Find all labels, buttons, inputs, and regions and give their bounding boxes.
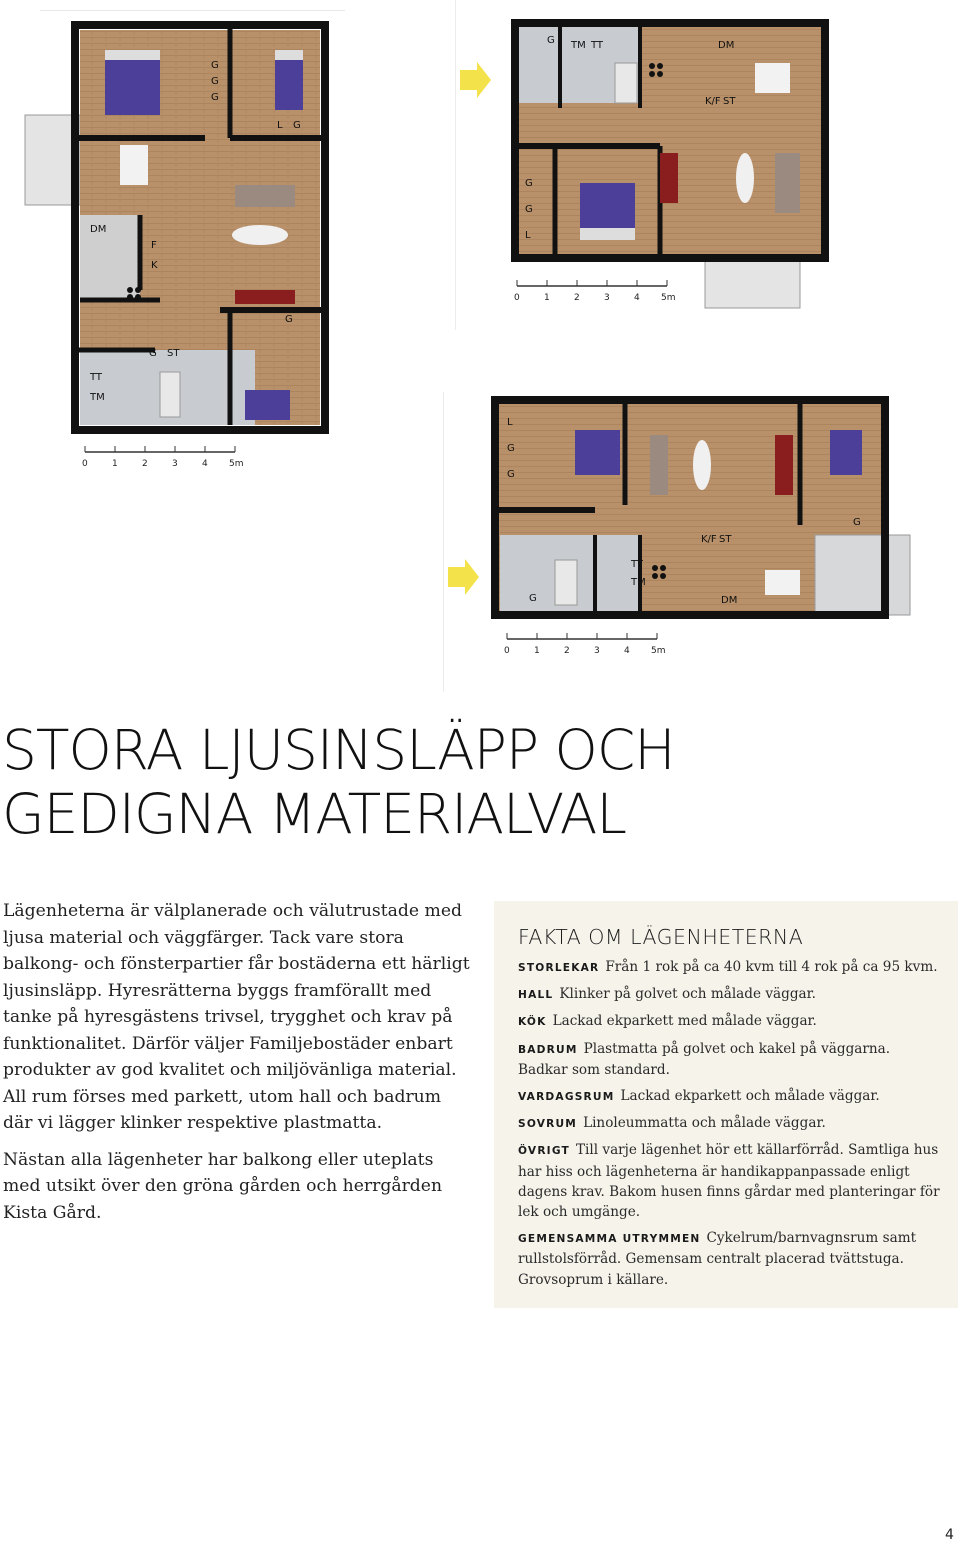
fact-label: HALL <box>518 989 554 1002</box>
scale-label: 5m <box>661 293 676 303</box>
scale-label: 2 <box>142 459 148 469</box>
plan-label: G <box>853 517 861 528</box>
plan-label: ST <box>723 96 736 107</box>
fact-text: Från 1 rok på ca 40 kvm till 4 rok på ca 95 kvm. <box>605 959 938 975</box>
fact-label: ÖVRIGT <box>518 1145 570 1158</box>
fact-text: Lackad ekparkett och målade väggar. <box>620 1088 880 1105</box>
plan-label: L <box>525 230 531 241</box>
fact-text: Klinker på golvet och målade väggar. <box>559 986 816 1003</box>
fact-item <box>518 1113 944 1134</box>
body-text <box>3 898 471 1236</box>
plan-label: TM <box>631 577 646 588</box>
plan-label: G <box>211 60 219 71</box>
plan-label: ST <box>719 534 732 545</box>
plan-label: G <box>507 469 515 480</box>
fact-label: SOVRUM <box>518 1118 578 1131</box>
plan-label: G <box>293 120 301 131</box>
page-number: 4 <box>945 1527 954 1543</box>
scale-label: 3 <box>604 293 610 303</box>
plan-label: G <box>507 443 515 454</box>
fact-item <box>518 1011 944 1032</box>
floorplan-3 <box>445 395 925 665</box>
plan-label: DM <box>718 40 735 51</box>
plan-label: G <box>285 314 293 325</box>
plan-label: G <box>529 593 537 604</box>
fact-text: Linoleummatta och målade väggar. <box>583 1115 826 1132</box>
plan-label: L <box>507 417 513 428</box>
scale-label: 1 <box>534 646 540 656</box>
plan-label: G <box>525 178 533 189</box>
fact-item <box>518 1039 944 1080</box>
scale-label: 3 <box>172 459 178 469</box>
plan-label: G <box>547 35 555 46</box>
fact-item <box>518 984 944 1005</box>
plan-label: TT <box>631 559 644 570</box>
fact-item <box>518 1140 944 1222</box>
scale-label: 1 <box>112 459 118 469</box>
scale-label: 0 <box>82 459 88 469</box>
facts-box <box>494 901 958 1308</box>
scale-label: 2 <box>564 646 570 656</box>
floorplan-1 <box>15 20 335 480</box>
top-rule <box>40 10 345 11</box>
plan-label: G <box>211 76 219 87</box>
fact-text: Till varje lägenhet hör ett källarförråd. Samtliga hus har hiss och lägenheterna är handikappanpassade enligt dagens krav. Bakom husen finns gårdar med planteringar för lek och umgänge. <box>518 1142 940 1221</box>
fact-label: BADRUM <box>518 1043 578 1056</box>
plan-label: F <box>151 240 157 251</box>
divider-line <box>443 392 444 692</box>
fact-text: Plastmatta på golvet och kakel på väggarna. Badkar som standard. <box>518 1040 891 1078</box>
plan-label: DM <box>90 224 107 235</box>
plan-label: G <box>211 92 219 103</box>
scale-label: 5m <box>651 646 666 656</box>
fact-label: KÖK <box>518 1016 547 1029</box>
scale-label: 3 <box>594 646 600 656</box>
body-paragraph: Lägenheterna är välplanerade och välutrustade med ljusa material och väggfärger. Tack vare stora balkong- och fönsterpartier får bostäderna ett härligt ljusinsläpp. Hyresrätterna byggs framförallt med tanke på hyresgästens trivsel, trygghet och krav på funktionalitet. Därför väljer Familjebostäder enbart produkter av god kvalitet och miljövänliga material. All rum förses med parkett, utom hall och badrum där vi lägger klinker respektive plastmatta. <box>3 901 470 1133</box>
entrance-arrow-icon <box>448 559 479 595</box>
fact-label: GEMENSAMMA UTRYMMEN <box>518 1233 701 1246</box>
plan-label: TM <box>90 392 105 403</box>
page-headline <box>2 718 702 846</box>
scale-label: 2 <box>574 293 580 303</box>
scale-label: 1 <box>544 293 550 303</box>
facts-title: FAKTA OM LÄGENHETERNA <box>518 925 804 949</box>
plan-label: G <box>149 348 157 359</box>
plan-label: ST <box>167 348 180 359</box>
fact-item <box>518 957 944 978</box>
fact-label: VARDAGSRUM <box>518 1091 615 1104</box>
fact-item <box>518 1228 944 1290</box>
headline-line: GEDIGNA MATERIALVAL <box>2 782 627 846</box>
scale-label: 4 <box>634 293 640 303</box>
plan-label: G <box>525 204 533 215</box>
fact-text: Cykelrum/barnvagnsrum samt rullstolsförråd. Gemensam centralt placerad tvättstuga. Grovsoprum i källare. <box>518 1230 917 1288</box>
plan-label: L <box>277 120 283 131</box>
scale-label: 4 <box>202 459 208 469</box>
plan-label: TM <box>571 40 586 51</box>
scale-label: 0 <box>504 646 510 656</box>
fact-item <box>518 1086 944 1107</box>
plan-label: TT <box>591 40 604 51</box>
headline-line: STORA LJUSINSLÄPP OCH <box>2 718 675 782</box>
body-paragraph: Nästan alla lägenheter har balkong eller uteplats med utsikt över den gröna gården och herrgården Kista Gård. <box>3 1149 443 1223</box>
plan-label: K/F <box>705 96 721 107</box>
plan-label: DM <box>721 595 738 606</box>
plan-label: TT <box>90 372 103 383</box>
plan-label: K/F <box>701 534 717 545</box>
scale-label: 5m <box>229 459 244 469</box>
scale-label: 0 <box>514 293 520 303</box>
floorplan-2 <box>455 18 835 318</box>
plan-label: K <box>151 260 158 271</box>
entrance-arrow-icon <box>460 62 491 98</box>
scale-label: 4 <box>624 646 630 656</box>
fact-text: Lackad ekparkett med målade väggar. <box>552 1013 817 1030</box>
fact-label: STORLEKAR <box>518 962 600 974</box>
